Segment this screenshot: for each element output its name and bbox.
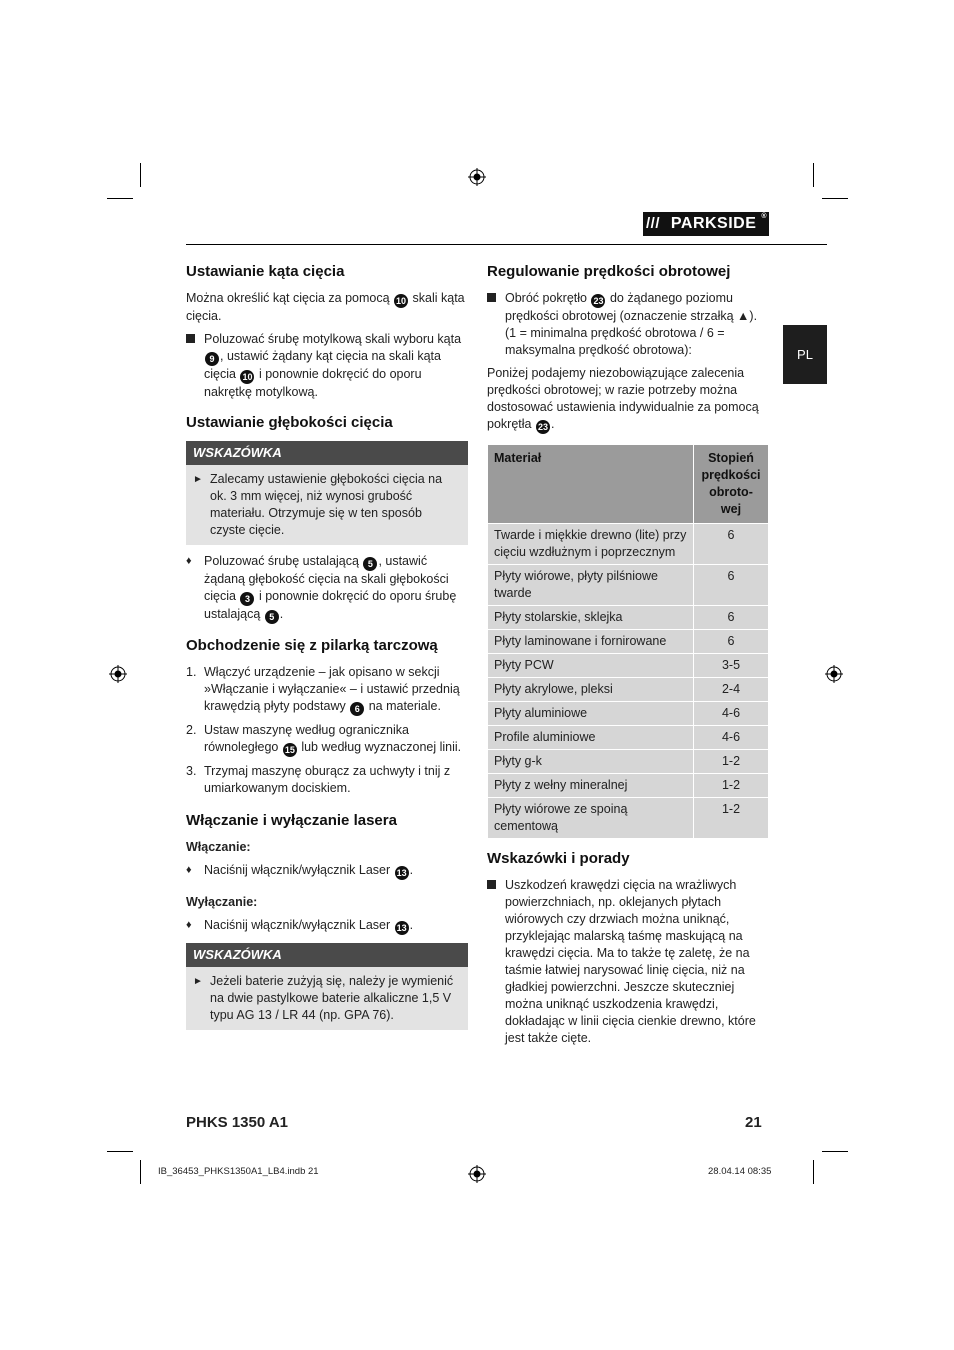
- print-slug-date: 28.04.14 08:35: [708, 1166, 772, 1177]
- registration-mark-icon: [468, 1165, 486, 1183]
- section-title: Ustawianie głębokości cięcia: [186, 414, 393, 431]
- page-number: 21: [745, 1114, 762, 1131]
- list-item: Poluzować śrubę motylkową skali wyboru kąta 9 , ustawić żądany kąt cięcia na skali kąta cięcia 10 i ponownie dokręcić do oporu nakrętkę motylkową.: [186, 331, 468, 401]
- table-cell: 1-2: [694, 774, 769, 798]
- diamond-bullet-icon: ♦: [186, 555, 192, 567]
- list-item: Uszkodzeń krawędzi cięcia na wrażliwych powierzchniach, np. oklejanych płytach wiórowych czy drzwiach można uniknąć, przyklejając malarską taśmę maskującą na krawędzi cięcia. Ma to także tę zaletę, że na taśmie łatwiej narysować linię cięcia, niż na gładkiej powierzchni. Jeszcze skuteczniej można uniknąć uszkodzenia krawędzi, dokładając w linii cięcia cienkie drewno, które jest także cięte.: [487, 877, 769, 1047]
- list-item: 1. Włączyć urządzenie – jak opisano w sekcji »Włączanie i wyłączanie« – i ustawić przednią krawędzią płyty podstawy 6 na materiale.: [186, 665, 460, 714]
- square-bullet-icon: [487, 290, 496, 308]
- left-column: [186, 262, 468, 1038]
- table-cell: Płyty wiórowe, płyty pilśniowe twarde: [488, 565, 694, 606]
- ref-number-badge: 9: [205, 352, 219, 366]
- subheading: Włączanie:: [186, 840, 251, 854]
- section-title: Ustawianie kąta cięcia: [186, 263, 345, 280]
- note-box: [186, 943, 468, 1030]
- diamond-bullet-icon: ♦: [186, 919, 192, 931]
- table-header-row: [488, 445, 769, 524]
- crop-mark: [140, 1160, 141, 1184]
- pointer-arrow-icon: ►: [193, 474, 203, 485]
- table-row: [488, 750, 769, 774]
- table-cell: Twarde i miękkie drewno (lite) przy cięciu wzdłużnym i poprzecznym: [488, 524, 694, 565]
- table-cell: 2-4: [694, 678, 769, 702]
- table-row: [488, 678, 769, 702]
- print-slug-file: IB_36453_PHKS1350A1_LB4.indb 21: [158, 1166, 319, 1177]
- ref-number-badge: 10: [396, 296, 407, 306]
- table-row: [488, 630, 769, 654]
- table-cell: 6: [694, 606, 769, 630]
- list-item: 2. Ustaw maszynę według ogranicznika równoległego 15 lub według wyznaczonej linii.: [186, 723, 462, 755]
- registration-mark-icon: [825, 665, 843, 683]
- speed-table: [487, 444, 769, 839]
- model-name: PHKS 1350 A1: [186, 1114, 288, 1131]
- crop-mark: [822, 1151, 848, 1152]
- crop-mark: [140, 163, 141, 187]
- crop-mark: [107, 198, 133, 199]
- list-item: ♦ Naciśnij włącznik/wyłącznik Laser 13 .: [186, 863, 414, 878]
- ref-number-badge: 13: [396, 868, 407, 878]
- right-column: [487, 262, 769, 1053]
- table-cell: 6: [694, 565, 769, 606]
- crop-mark: [813, 163, 814, 187]
- table-cell: 4-6: [694, 702, 769, 726]
- note-header: WSKAZÓWKA: [186, 441, 468, 465]
- ref-number-badge: 23: [593, 296, 604, 306]
- table-cell: Płyty PCW: [488, 654, 694, 678]
- note-body: ► Zalecamy ustawienie głębokości cięcia na ok. 3 mm więcej, niż wynosi grubość materiału. Otrzymuje się w ten sposób czyste cięcie.: [193, 472, 443, 537]
- parkside-logo: /// PARKSIDE ®: [643, 212, 769, 236]
- table-row: [488, 726, 769, 750]
- header-rule: [186, 244, 827, 245]
- paragraph: Można określić kąt cięcia za pomocą 10 skali kąta cięcia.: [186, 291, 465, 323]
- crop-mark: [822, 198, 848, 199]
- list-item: Obróć pokrętło 23 do żądanego poziomu prędkości obrotowej (oznaczenie strzałką ▲). (1 = minimalna prędkość obrotowa / 6 = maksymalna prędkość obrotowa):: [487, 290, 769, 359]
- ref-number-badge: 23: [537, 422, 548, 432]
- registration-mark-icon: [468, 168, 486, 186]
- ref-number-badge: 10: [242, 372, 253, 382]
- pointer-arrow-icon: ►: [193, 976, 203, 987]
- table-cell: Płyty aluminiowe: [488, 702, 694, 726]
- ref-number-badge: 15: [284, 745, 295, 755]
- ref-number-badge: 13: [396, 923, 407, 933]
- note-body: ► Jeżeli baterie zużyją się, należy je wymienić na dwie pastylkowe baterie alkaliczne 1,5 V typu AG 13 / LR 44 (np. GPA 76).: [193, 974, 454, 1022]
- list-item: ♦ Poluzować śrubę ustalającą 5 , ustawić żądaną głębokość cięcia na skali głębokości cięcia 3 i ponownie dokręcić do oporu śrubę ustalającą 5 .: [186, 554, 457, 622]
- table-cell: 1-2: [694, 750, 769, 774]
- table-cell: Płyty g-k: [488, 750, 694, 774]
- list-item: ♦ Naciśnij włącznik/wyłącznik Laser 13 .: [186, 918, 414, 933]
- table-row: [488, 606, 769, 630]
- table-row: [488, 654, 769, 678]
- crop-mark: [813, 1160, 814, 1184]
- ref-number-badge: 5: [363, 557, 377, 571]
- table-row: [488, 524, 769, 565]
- crop-mark: [107, 1151, 133, 1152]
- table-row: [488, 798, 769, 839]
- table-cell: Płyty laminowane i fornirowane: [488, 630, 694, 654]
- table-cell: 4-6: [694, 726, 769, 750]
- table-cell: 6: [694, 630, 769, 654]
- section-title: Regulowanie prędkości obrotowej: [487, 263, 731, 280]
- table-header-cell: Stopień prędkości obroto-wej: [694, 445, 769, 524]
- table-cell: Płyty stolarskie, sklejka: [488, 606, 694, 630]
- table-row: [488, 774, 769, 798]
- table-cell: Płyty wiórowe ze spoiną cementową: [488, 798, 694, 839]
- registration-mark-icon: [109, 665, 127, 683]
- section-title: Wskazówki i porady: [487, 850, 630, 867]
- section-title: Obchodzenie się z pilarką tarczową: [186, 637, 438, 654]
- table-header-cell: Materiał: [488, 445, 694, 524]
- table-cell: Płyty z wełny mineralnej: [488, 774, 694, 798]
- square-bullet-icon: [186, 331, 195, 349]
- paragraph: Poniżej podajemy niezobowiązujące zalecenia prędkości obrotowej; w razie potrzeby można dostosować ustawienia indywidualnie za pomocą pokrętła 23 .: [487, 366, 759, 432]
- note-header: WSKAZÓWKA: [186, 943, 468, 967]
- table-cell: 1-2: [694, 798, 769, 839]
- table-cell: Profile aluminiowe: [488, 726, 694, 750]
- language-tab: PL: [783, 325, 827, 384]
- table-cell: 6: [694, 524, 769, 565]
- square-bullet-icon: [487, 877, 496, 895]
- section-title: Włączanie i wyłączanie lasera: [186, 812, 397, 829]
- ref-number-badge: 6: [350, 702, 364, 716]
- ref-number-badge: 3: [240, 592, 254, 606]
- table-row: [488, 702, 769, 726]
- diamond-bullet-icon: ♦: [186, 864, 192, 876]
- table-row: [488, 565, 769, 606]
- subheading: Wyłączanie:: [186, 895, 258, 909]
- note-box: [186, 441, 468, 545]
- list-item: 3. Trzymaj maszynę oburącz za uchwyty i tnij z umiarkowanym dociskiem.: [186, 764, 451, 795]
- ref-number-badge: 5: [265, 610, 279, 624]
- table-cell: 3-5: [694, 654, 769, 678]
- table-cell: Płyty akrylowe, pleksi: [488, 678, 694, 702]
